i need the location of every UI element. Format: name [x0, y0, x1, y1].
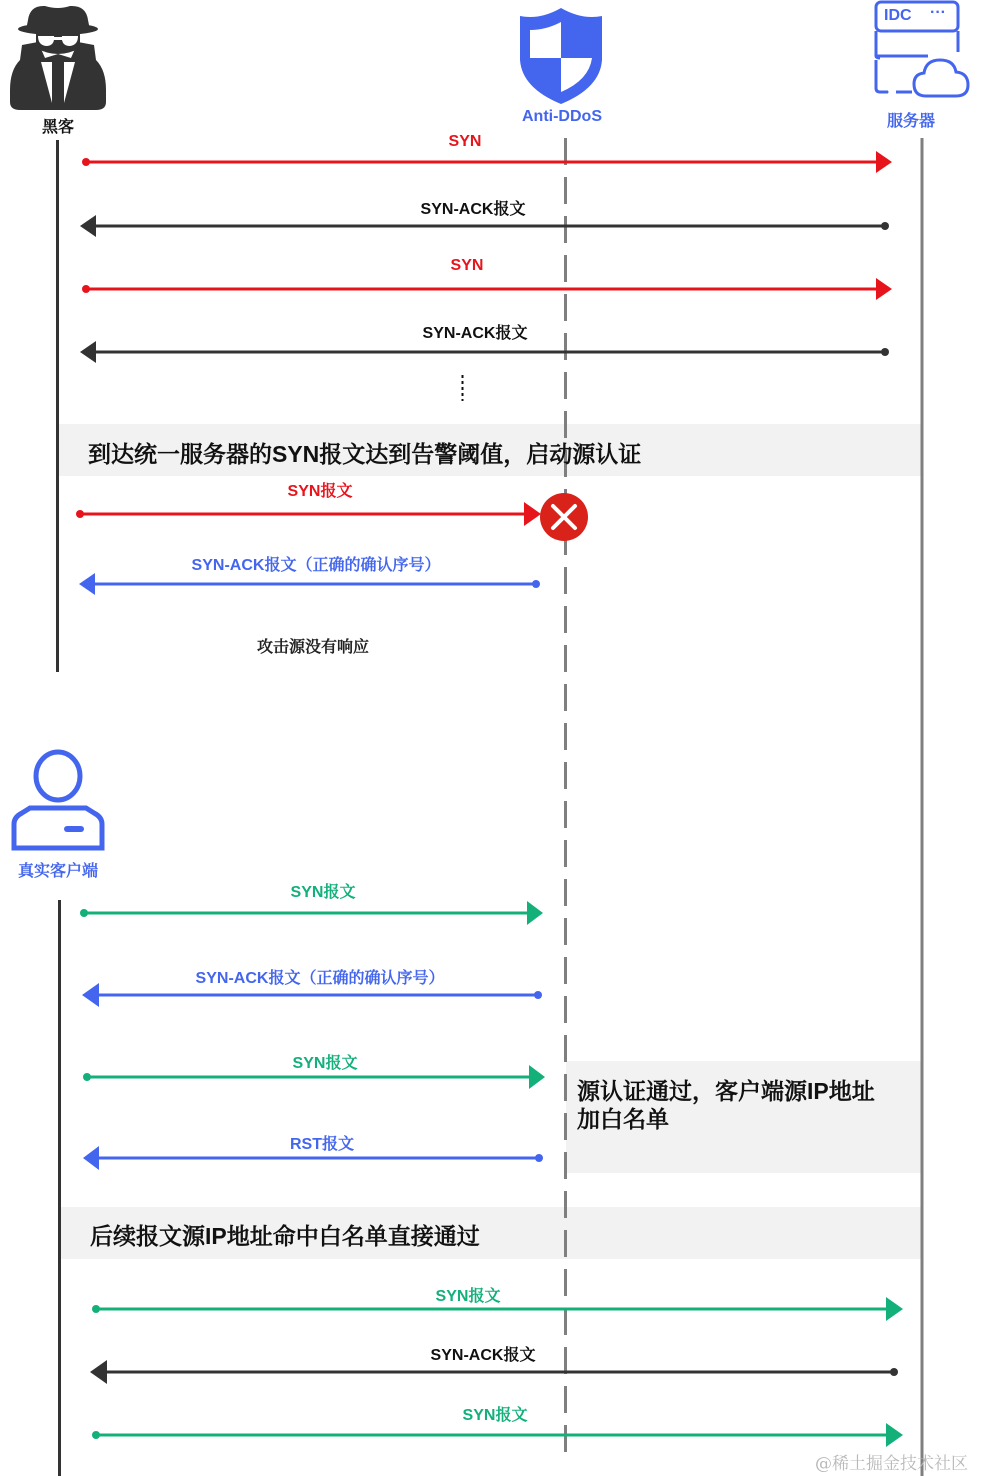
msg-synack-1-label: SYN-ACK报文 — [420, 201, 526, 218]
whitelist-pass-banner-text: 后续报文源IP地址命中白名单直接通过 — [90, 1223, 480, 1249]
msg-synack-2 — [80, 341, 889, 363]
watermark: @稀土掘金技术社区 — [815, 1454, 968, 1474]
msg-syn-2-label: SYN — [450, 257, 484, 274]
msg-client-syn-1 — [80, 901, 543, 925]
msg-syn-1-label: SYN — [448, 133, 482, 150]
user-icon — [14, 752, 102, 848]
msg-pass-synack-label: SYN-ACK报文 — [430, 1347, 536, 1364]
msg-syn-blocked-label: SYN报文 — [287, 483, 353, 500]
msg-client-syn-1-label: SYN报文 — [290, 884, 356, 901]
msg-synack-2-label: SYN-ACK报文 — [422, 325, 528, 342]
server-label: 服务器 — [886, 113, 935, 130]
whitelist-note-line2: 加白名单 — [577, 1106, 669, 1132]
msg-pass-syn-2-label: SYN报文 — [462, 1407, 528, 1424]
msg-pass-syn-2 — [92, 1423, 903, 1447]
user-badge — [64, 826, 84, 832]
msg-rst-label: RST报文 — [289, 1136, 355, 1153]
antiddos-label: Anti-DDoS — [522, 108, 602, 125]
no-response-note: 攻击源没有响应 — [256, 639, 370, 656]
hacker-icon — [10, 6, 106, 110]
msg-syn-1 — [82, 151, 892, 173]
idc-badge-text: IDC — [884, 7, 912, 24]
alert-threshold-banner-text: 到达统一服务器的SYN报文达到告警阈值，启动源认证 — [88, 441, 642, 467]
client-label: 真实客户端 — [17, 863, 98, 880]
whitelist-note-line1: 源认证通过，客户端源IP地址 — [577, 1078, 875, 1104]
idc-dots: ··· — [930, 4, 946, 21]
block-x-icon — [540, 493, 588, 541]
hacker-label: 黑客 — [41, 119, 74, 136]
msg-syn-2 — [82, 278, 892, 300]
shield-icon — [520, 8, 602, 104]
msg-syn-blocked — [76, 502, 541, 526]
msg-synack-auth-hacker-label: SYN-ACK报文（正确的确认序号） — [191, 557, 441, 574]
msg-client-synack-auth-label: SYN-ACK报文（正确的确认序号） — [195, 970, 445, 987]
msg-synack-auth-hacker — [79, 573, 540, 595]
msg-pass-syn-1-label: SYN报文 — [435, 1288, 501, 1305]
msg-client-syn-2-label: SYN报文 — [292, 1055, 358, 1072]
